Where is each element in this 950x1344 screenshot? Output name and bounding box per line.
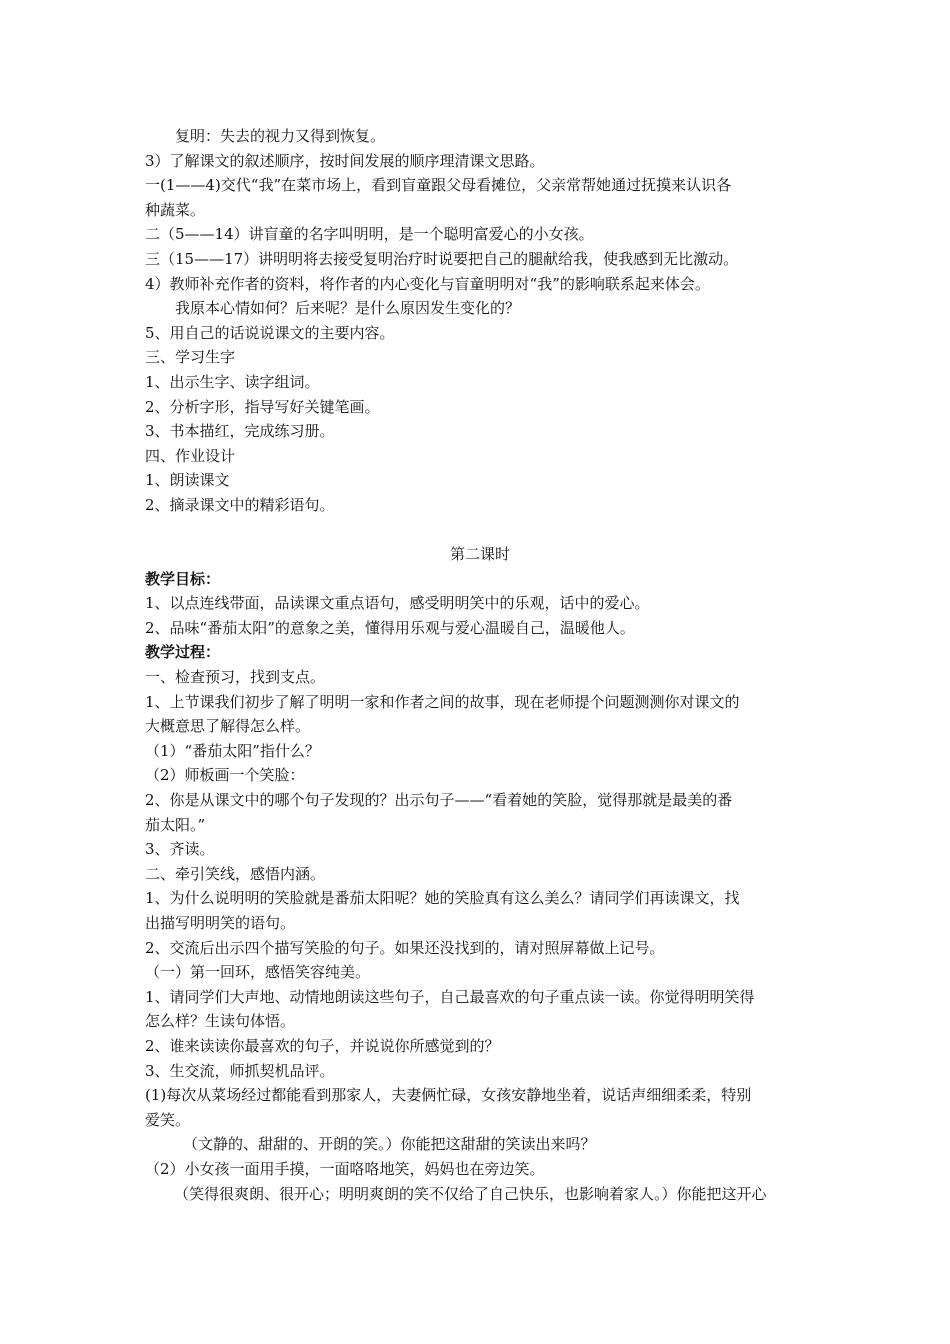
text-line: 3）了解课文的叙述顺序，按时间发展的顺序理清课文思路。 [145,151,545,170]
text-line: （2）小女孩一面用手摸，一面咯咯地笑，妈妈也在旁边笑。 [145,1159,545,1178]
text-line: 我原本心情如何？后来呢？是什么原因发生变化的？ [175,299,521,318]
text-line: 1、上节课我们初步了解了明明一家和作者之间的故事，现在老师提个问题测测你对课文的 [145,692,740,711]
text-line: (1)每次从菜场经过都能看到那家人，夫妻俩忙碌，女孩安静地坐着，说话声细细柔柔，特别 [145,1086,752,1105]
text-line: 3、齐读。 [145,840,215,859]
text-line: 3、生交流，师抓契机品评。 [145,1061,335,1080]
text-line: 1、为什么说明明的笑脸就是番茄太阳呢？她的笑脸真有这么美么？请同学们再读课文，找 [145,889,740,908]
text-line: 2、你是从课文中的哪个句子发现的？出示句子——“看着她的笑脸，觉得那就是最美的番 [145,791,733,810]
section-heading: 三、学习生字 [145,348,236,367]
document-body [145,124,815,1206]
text-line: 2、摘录课文中的精彩语句。 [145,495,335,514]
text-line: （笑得很爽朗、很开心；明明爽朗的笑不仅给了自己快乐，也影响着家人。）你能把这开心 [174,1184,767,1203]
text-line: 大概意思了解得怎么样。 [145,717,311,736]
text-line: 2、品味“番茄太阳”的意象之美，懂得用乐观与爱心温暖自己，温暖他人。 [145,618,635,637]
text-line: 4）教师补充作者的资料，将作者的内心变化与盲童明明对“我”的影响联系起来体会。 [145,274,710,293]
process-heading: 教学过程： [145,643,221,662]
text-line: 3、书本描红，完成练习册。 [145,422,335,441]
text-line: 三（15——17）讲明明将去接受复明治疗时说要把自己的腿献给我，使我感到无比激动。 [145,249,739,268]
text-line: （1）“番茄太阳”指什么？ [145,741,320,760]
text-line: 2、分析字形，指导写好关键笔画。 [145,397,380,416]
text-line: 二（5——14）讲盲童的名字叫明明，是一个聪明富爱心的小女孩。 [145,225,594,244]
text-line: 复明：失去的视力又得到恢复。 [175,127,386,145]
text-line: 出描写明明笑的语句。 [145,914,296,932]
text-line: （一）第一回环，感悟笑容纯美。 [145,963,371,982]
text-line: 爱笑。 [145,1110,191,1129]
text-line: 2、交流后出示四个描写笑脸的句子。如果还没找到的，请对照屏幕做上记号。 [145,938,665,957]
text-line: 种蔬菜。 [145,200,206,219]
text-line: 茄太阳。” [145,815,206,834]
text-line: 1、出示生字、读字组词。 [145,372,320,391]
text-line: 1、以点连线带面，品读课文重点语句，感受明明笑中的乐观，话中的爱心。 [145,594,650,613]
section-heading: 四、作业设计 [145,446,236,465]
blank-line [145,518,815,543]
text-line: 2、谁来读读你最喜欢的句子，并说说你所感觉到的？ [145,1036,500,1055]
text-line: 1、请同学们大声地、动情地朗读这些句子，自己最喜欢的句子重点读一读。你觉得明明笑得 [145,987,755,1006]
objectives-heading: 教学目标： [145,569,221,588]
section-heading: 一、检查预习，找到支点。 [145,668,326,687]
text-line: （文静的、甜甜的、开朗的笑。）你能把这甜甜的笑读出来吗？ [183,1135,596,1154]
text-line: 怎么样？生读句体悟。 [145,1012,296,1031]
text-line: （2）师板画一个笑脸： [145,766,305,785]
section-heading: 二、牵引笑线，感悟内涵。 [145,864,326,883]
text-line: 1、朗读课文 [145,471,230,490]
lesson-title: 第二课时 [449,545,510,564]
text-line: 5、用自己的话说说课文的主要内容。 [145,323,395,342]
text-line: 一(1——4)交代“我”在菜市场上，看到盲童跟父母看摊位，父亲常帮她通过抚摸来认识各 [145,176,732,195]
